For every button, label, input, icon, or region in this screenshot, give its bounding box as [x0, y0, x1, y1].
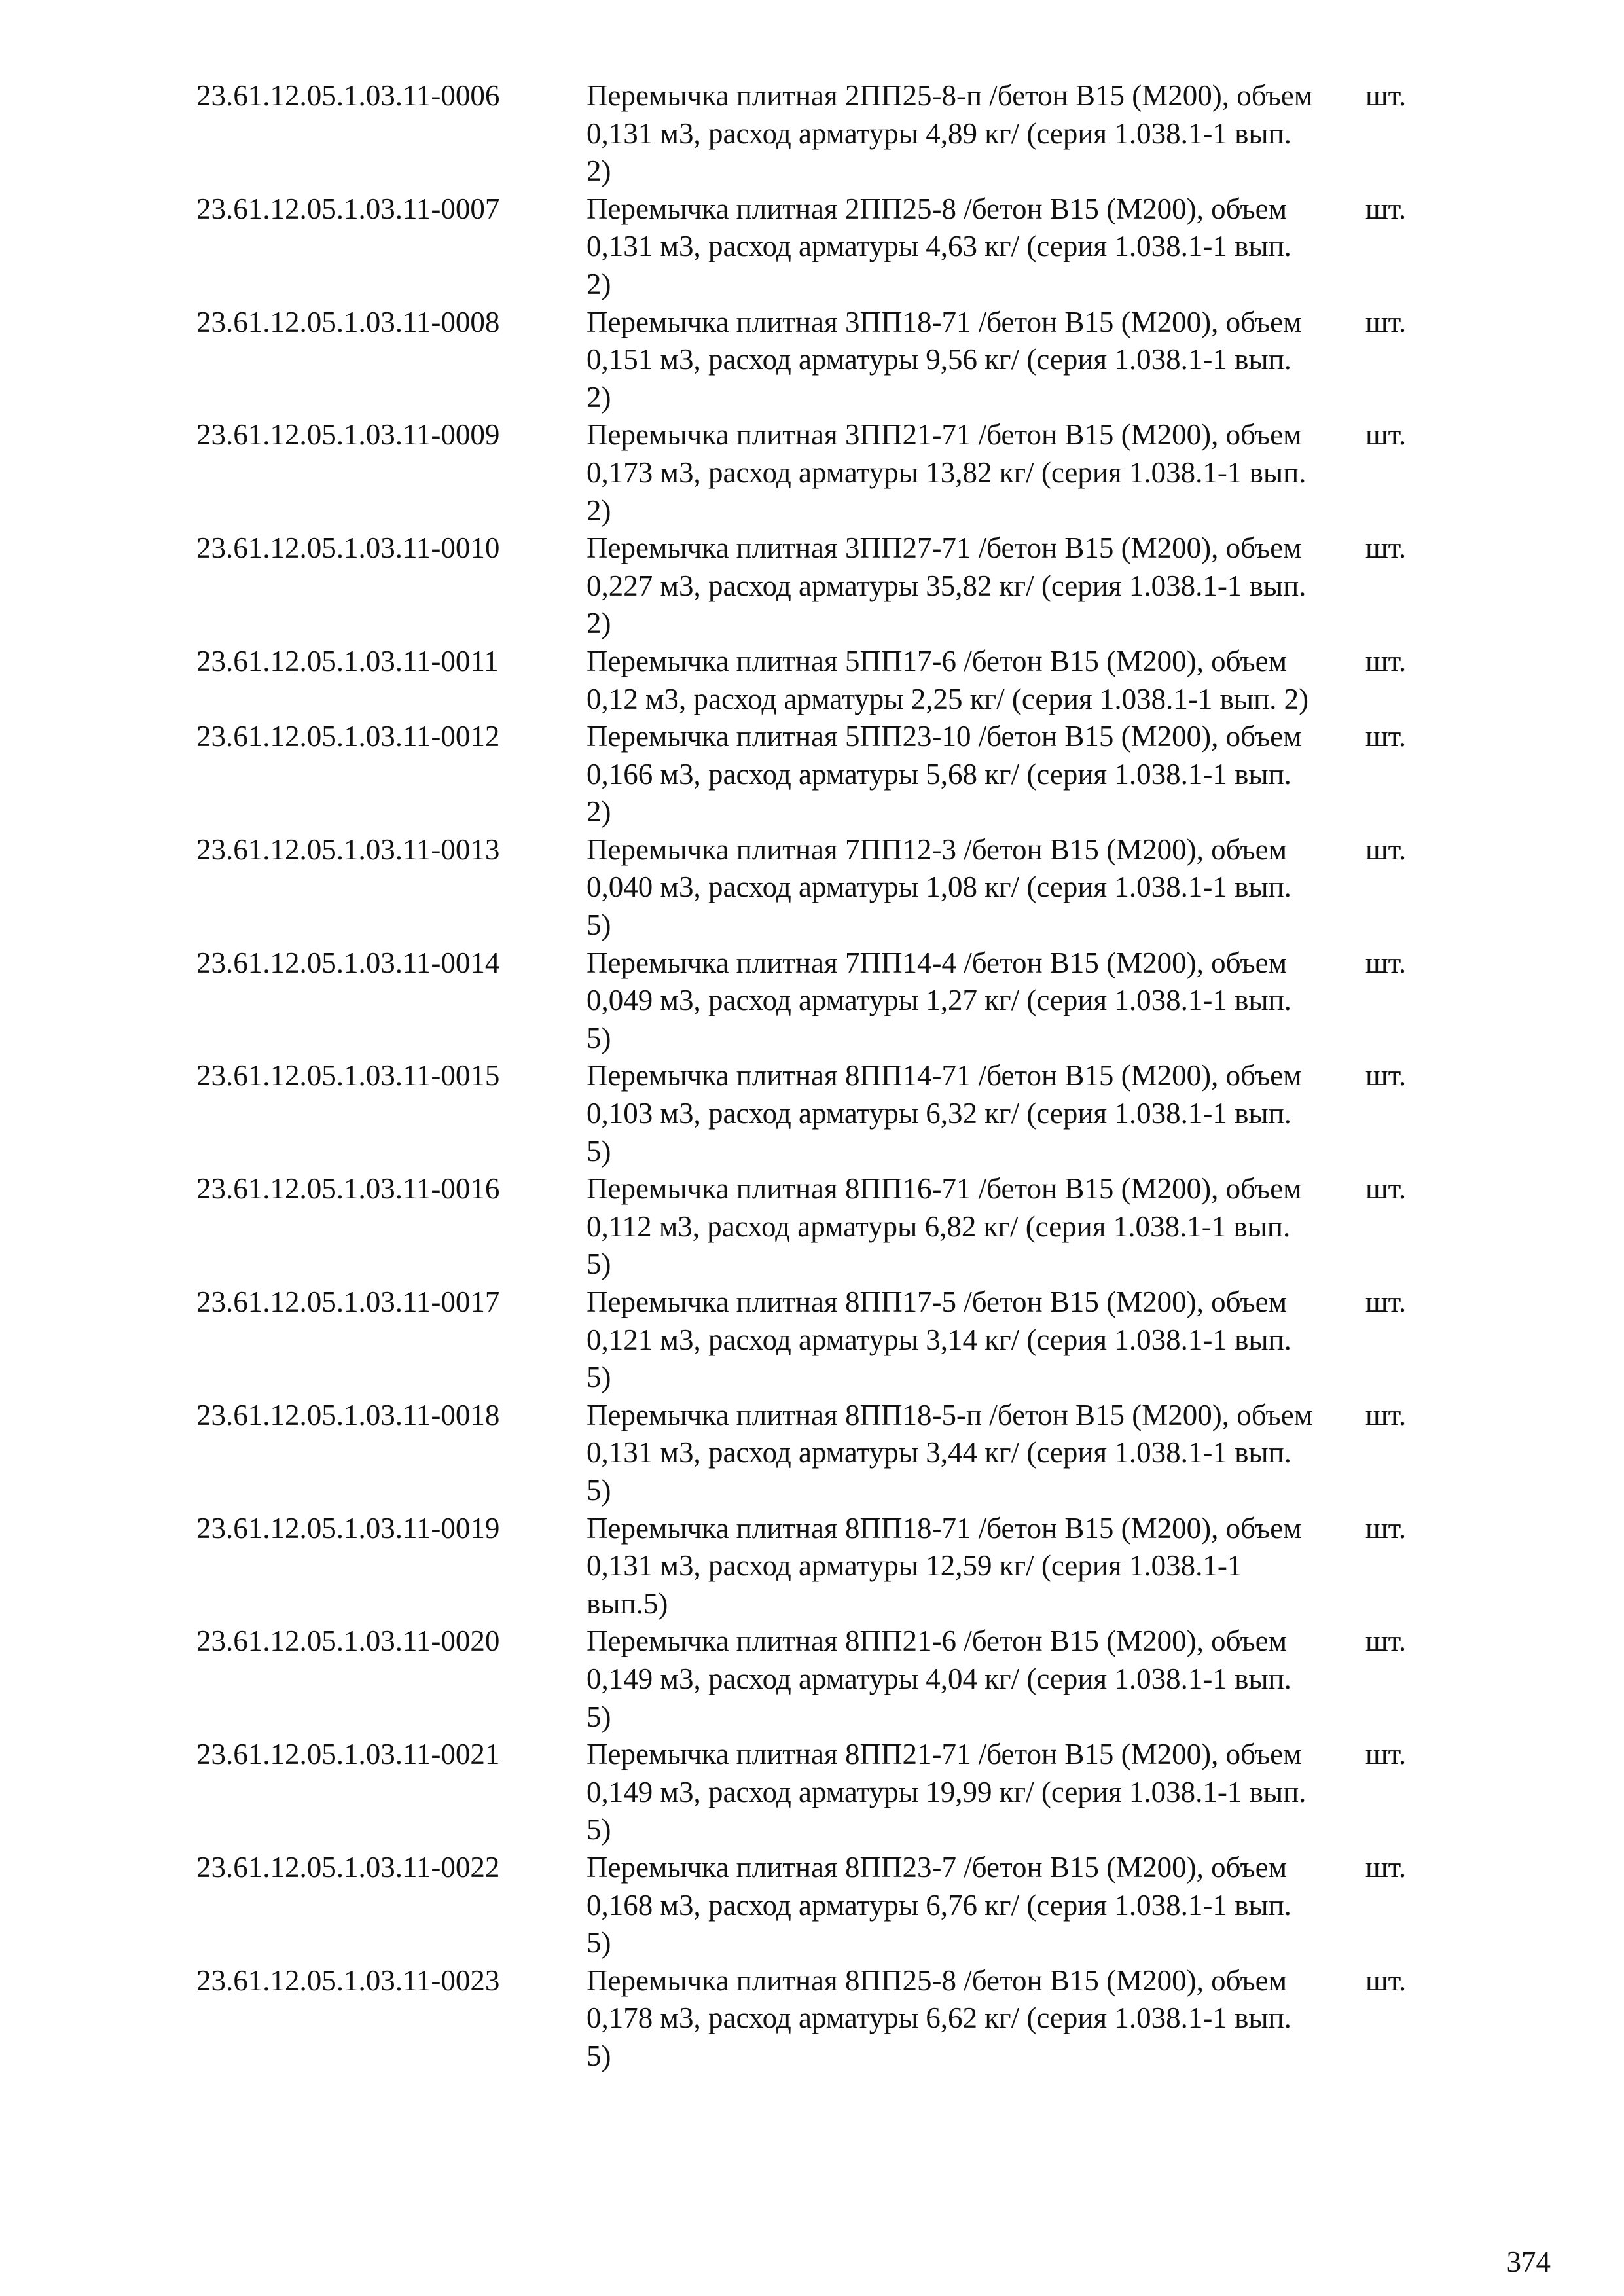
page-number: 374 — [1506, 2246, 1551, 2278]
resource-code: 23.61.12.05.1.03.11-0023 — [196, 1964, 500, 1997]
table-row — [196, 529, 1444, 643]
resource-code: 23.61.12.05.1.03.11-0012 — [196, 720, 500, 753]
resource-code: 23.61.12.05.1.03.11-0019 — [196, 1511, 500, 1545]
resource-code: 23.61.12.05.1.03.11-0021 — [196, 1738, 500, 1771]
resource-name-cell — [586, 304, 1365, 417]
resource-code: 23.61.12.05.1.03.11-0020 — [196, 1624, 500, 1658]
resource-unit: шт. — [1365, 418, 1407, 452]
resource-code: 23.61.12.05.1.03.11-0009 — [196, 418, 500, 452]
resource-code: 23.61.12.05.1.03.11-0007 — [196, 192, 500, 225]
table-row — [196, 1283, 1444, 1397]
table-row — [196, 944, 1444, 1058]
resource-name: Перемычка плитная 5ПП23-10 /бетон В15 (М200), объем 0,166 м3, расход арматуры 5,68 кг/ (серия 1.038.1-1 вып. 2) — [586, 720, 1302, 829]
resource-name: Перемычка плитная 3ПП18-71 /бетон В15 (М200), объем 0,151 м3, расход арматуры 9,56 кг/ (серия 1.038.1-1 вып. 2) — [586, 305, 1302, 414]
resource-unit: шт. — [1365, 833, 1407, 866]
resource-table — [196, 77, 1444, 2075]
table-row — [196, 1962, 1444, 2075]
table-row — [196, 77, 1444, 190]
table-row — [196, 190, 1444, 304]
resource-unit: шт. — [1365, 1059, 1407, 1092]
resource-name-cell — [586, 643, 1365, 718]
resource-unit: шт. — [1365, 946, 1407, 979]
resource-code: 23.61.12.05.1.03.11-0014 — [196, 946, 500, 979]
resource-name-cell — [586, 1057, 1365, 1170]
resource-name-cell — [586, 190, 1365, 304]
table-row — [196, 1170, 1444, 1283]
resource-name: Перемычка плитная 8ПП21-71 /бетон В15 (М200), объем 0,149 м3, расход арматуры 19,99 кг/ (серия 1.038.1-1 вып. 5) — [586, 1738, 1307, 1846]
resource-name-cell — [586, 1849, 1365, 1962]
resource-name-cell — [586, 1623, 1365, 1736]
resource-name: Перемычка плитная 8ПП18-5-п /бетон В15 (М200), объем 0,131 м3, расход арматуры 3,44 кг/ (серия 1.038.1-1 вып. 5) — [586, 1398, 1313, 1507]
resource-code: 23.61.12.05.1.03.11-0022 — [196, 1850, 500, 1884]
resource-unit: шт. — [1365, 1172, 1407, 1206]
resource-unit: шт. — [1365, 305, 1407, 338]
resource-name: Перемычка плитная 8ПП16-71 /бетон В15 (М200), объем 0,112 м3, расход арматуры 6,82 кг/ (серия 1.038.1-1 вып. 5) — [586, 1172, 1302, 1281]
resource-name: Перемычка плитная 8ПП18-71 /бетон В15 (М200), объем 0,131 м3, расход арматуры 12,59 кг/ (серия 1.038.1-1 вып.5) — [586, 1511, 1302, 1620]
resource-name: Перемычка плитная 2ПП25-8-п /бетон В15 (М200), объем 0,131 м3, расход арматуры 4,89 кг/ (серия 1.038.1-1 вып. 2) — [586, 79, 1313, 188]
resource-code: 23.61.12.05.1.03.11-0016 — [196, 1172, 500, 1206]
resource-name: Перемычка плитная 5ПП17-6 /бетон В15 (М200), объем 0,12 м3, расход арматуры 2,25 кг/ (серия 1.038.1-1 вып. 2) — [586, 644, 1309, 715]
resource-unit: шт. — [1365, 531, 1407, 565]
resource-name-cell — [586, 944, 1365, 1058]
resource-code: 23.61.12.05.1.03.11-0017 — [196, 1285, 500, 1318]
resource-name: Перемычка плитная 3ПП27-71 /бетон В15 (М200), объем 0,227 м3, расход арматуры 35,82 кг/ (серия 1.038.1-1 вып. 2) — [586, 531, 1307, 640]
table-row — [196, 643, 1444, 718]
resource-unit: шт. — [1365, 1398, 1407, 1431]
resource-name-cell — [586, 416, 1365, 529]
resource-name-cell — [586, 77, 1365, 190]
resource-name-cell — [586, 529, 1365, 643]
table-row — [196, 1057, 1444, 1170]
resource-unit: шт. — [1365, 1850, 1407, 1884]
resource-name: Перемычка плитная 7ПП14-4 /бетон В15 (М200), объем 0,049 м3, расход арматуры 1,27 кг/ (серия 1.038.1-1 вып. 5) — [586, 946, 1291, 1054]
resource-code: 23.61.12.05.1.03.11-0013 — [196, 833, 500, 866]
resource-code: 23.61.12.05.1.03.11-0015 — [196, 1059, 500, 1092]
resource-unit: шт. — [1365, 720, 1407, 753]
table-row — [196, 831, 1444, 944]
resource-name: Перемычка плитная 8ПП21-6 /бетон В15 (М200), объем 0,149 м3, расход арматуры 4,04 кг/ (серия 1.038.1-1 вып. 5) — [586, 1624, 1291, 1733]
resource-table-body — [196, 77, 1444, 2075]
resource-unit: шт. — [1365, 1624, 1407, 1658]
table-row — [196, 1623, 1444, 1736]
resource-name: Перемычка плитная 8ПП14-71 /бетон В15 (М200), объем 0,103 м3, расход арматуры 6,32 кг/ (серия 1.038.1-1 вып. 5) — [586, 1059, 1302, 1168]
table-row — [196, 718, 1444, 831]
table-row — [196, 1849, 1444, 1962]
resource-name: Перемычка плитная 7ПП12-3 /бетон В15 (М200), объем 0,040 м3, расход арматуры 1,08 кг/ (серия 1.038.1-1 вып. 5) — [586, 833, 1291, 942]
resource-unit: шт. — [1365, 1738, 1407, 1771]
table-row — [196, 416, 1444, 529]
resource-unit: шт. — [1365, 644, 1407, 677]
resource-name: Перемычка плитная 8ПП23-7 /бетон В15 (М200), объем 0,168 м3, расход арматуры 6,76 кг/ (серия 1.038.1-1 вып. 5) — [586, 1850, 1291, 1960]
resource-code: 23.61.12.05.1.03.11-0006 — [196, 79, 500, 112]
table-row — [196, 1510, 1444, 1623]
resource-name-cell — [586, 1510, 1365, 1623]
resource-name-cell — [586, 831, 1365, 944]
resource-name-cell — [586, 718, 1365, 831]
table-row — [196, 304, 1444, 417]
resource-code: 23.61.12.05.1.03.11-0010 — [196, 531, 500, 565]
resource-unit: шт. — [1365, 79, 1407, 112]
resource-name-cell — [586, 1283, 1365, 1397]
resource-name-cell — [586, 1397, 1365, 1510]
resource-name-cell — [586, 1962, 1365, 2075]
resource-code: 23.61.12.05.1.03.11-0008 — [196, 305, 500, 338]
resource-name-cell — [586, 1736, 1365, 1849]
table-row — [196, 1736, 1444, 1849]
resource-name: Перемычка плитная 8ПП25-8 /бетон В15 (М200), объем 0,178 м3, расход арматуры 6,62 кг/ (серия 1.038.1-1 вып. 5) — [586, 1964, 1291, 2072]
resource-code: 23.61.12.05.1.03.11-0011 — [196, 644, 499, 677]
resource-name-cell — [586, 1170, 1365, 1283]
resource-code: 23.61.12.05.1.03.11-0018 — [196, 1398, 500, 1431]
resource-unit: шт. — [1365, 1964, 1407, 1997]
table-row — [196, 1397, 1444, 1510]
resource-unit: шт. — [1365, 192, 1407, 225]
resource-unit: шт. — [1365, 1511, 1407, 1545]
resource-unit: шт. — [1365, 1285, 1407, 1318]
resource-name: Перемычка плитная 8ПП17-5 /бетон В15 (М200), объем 0,121 м3, расход арматуры 3,14 кг/ (серия 1.038.1-1 вып. 5) — [586, 1285, 1291, 1394]
resource-name: Перемычка плитная 2ПП25-8 /бетон В15 (М200), объем 0,131 м3, расход арматуры 4,63 кг/ (серия 1.038.1-1 вып. 2) — [586, 192, 1291, 300]
resource-name: Перемычка плитная 3ПП21-71 /бетон В15 (М200), объем 0,173 м3, расход арматуры 13,82 кг/ (серия 1.038.1-1 вып. 2) — [586, 418, 1307, 527]
